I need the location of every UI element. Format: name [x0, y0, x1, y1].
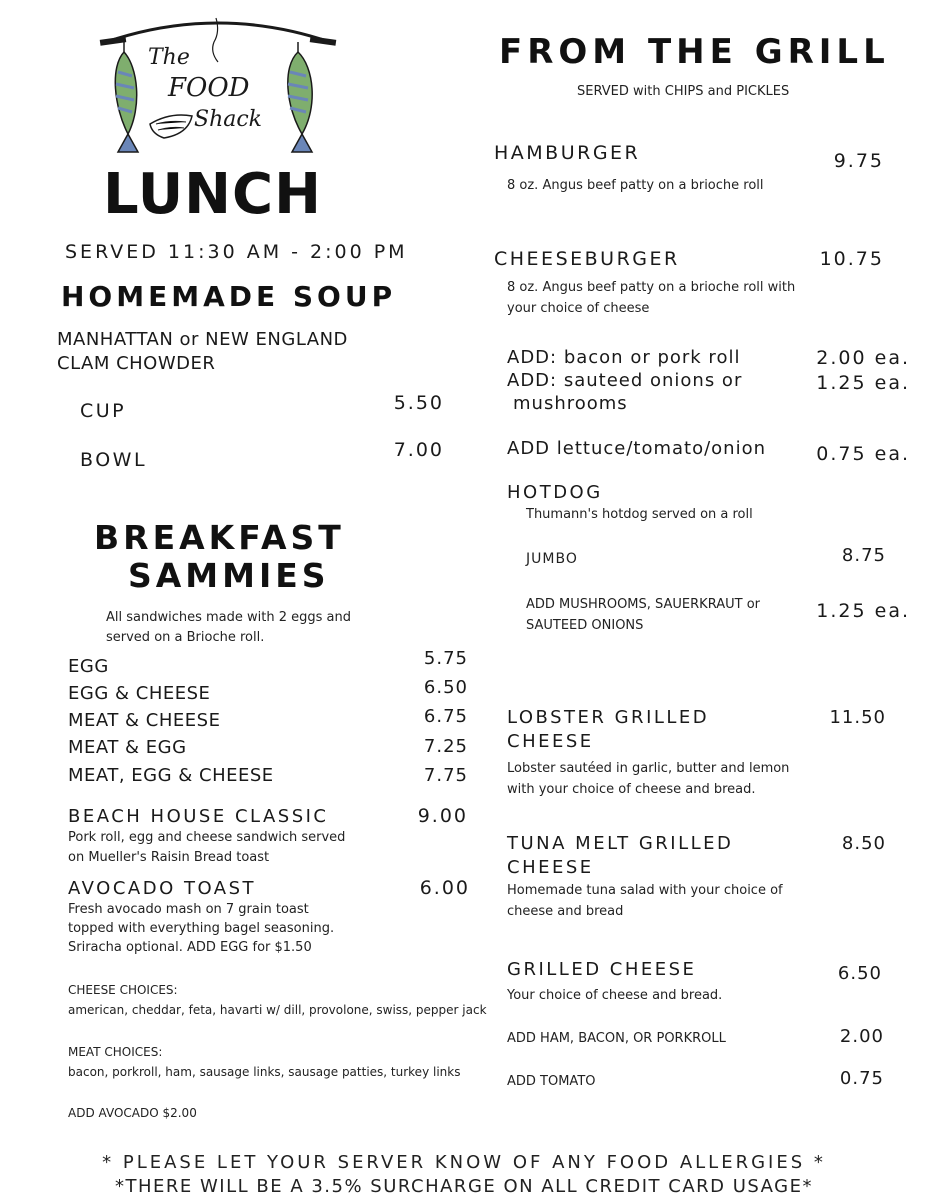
meat-choices-list: bacon, porkroll, ham, sausage links, sausage patties, turkey links	[68, 1065, 461, 1079]
fish-right-icon	[288, 42, 312, 152]
allergy-notice: * PLEASE LET YOUR SERVER KNOW OF ANY FOOD ALLERGIES *	[102, 1152, 826, 1173]
lobster-label-line1: LOBSTER GRILLED	[507, 707, 710, 728]
cheeseburger-label: CHEESEBURGER	[494, 248, 680, 270]
soup-cup-price: 5.50	[393, 392, 444, 414]
bf-meat-egg-price: 7.25	[423, 736, 468, 757]
add-bacon-price: 2.00 ea.	[816, 347, 910, 369]
soup-bowl-price: 7.00	[393, 439, 444, 461]
logo-line2: FOOD	[168, 73, 250, 103]
lobster-desc-line1: Lobster sautéed in garlic, butter and lemon	[507, 761, 790, 776]
breakfast-desc-line2: served on a Brioche roll.	[106, 630, 265, 645]
cheeseburger-price: 10.75	[819, 248, 884, 270]
from-the-grill-title: FROM THE GRILL	[499, 32, 890, 72]
hamburger-label: HAMBURGER	[494, 142, 641, 164]
fish-left-icon	[115, 42, 138, 152]
breakfast-title-line2: SAMMIES	[128, 556, 330, 595]
hotdog-jumbo-price: 8.75	[841, 545, 886, 566]
grilled-cheese-desc: Your choice of cheese and bread.	[507, 988, 723, 1003]
soup-cup-label: CUP	[80, 400, 127, 422]
hotdog-desc: Thumann's hotdog served on a roll	[526, 507, 753, 522]
cheeseburger-desc-line2: your choice of cheese	[507, 301, 650, 316]
logo-line1: The	[148, 45, 190, 70]
grill-subtitle: SERVED with CHIPS and PICKLES	[577, 84, 790, 99]
tuna-desc-line1: Homemade tuna salad with your choice of	[507, 883, 783, 898]
bf-meat-egg-label: MEAT & EGG	[68, 737, 187, 758]
meat-choices-title: MEAT CHOICES:	[68, 1045, 163, 1059]
cheeseburger-desc-line1: 8 oz. Angus beef patty on a brioche roll with	[507, 280, 796, 295]
food-shack-logo	[98, 12, 338, 162]
soup-name-line1: MANHATTAN or NEW ENGLAND	[57, 329, 348, 350]
add-ham-price: 2.00	[839, 1026, 884, 1047]
avocado-desc-line3: Sriracha optional. ADD EGG for $1.50	[68, 940, 312, 955]
cheese-choices-title: CHEESE CHOICES:	[68, 983, 178, 997]
surcharge-notice: *THERE WILL BE A 3.5% SURCHARGE ON ALL CREDIT CARD USAGE*	[114, 1176, 813, 1197]
lobster-label-line2: CHEESE	[507, 731, 594, 752]
shell-icon	[150, 115, 192, 138]
homemade-soup-title: HOMEMADE SOUP	[61, 280, 397, 313]
tuna-label-line2: CHEESE	[507, 857, 594, 878]
lunch-title: LUNCH	[103, 162, 322, 227]
add-onions-label-line2: mushrooms	[513, 393, 628, 414]
bf-meat-egg-cheese-label: MEAT, EGG & CHEESE	[68, 765, 274, 786]
soup-bowl-label: BOWL	[80, 449, 148, 471]
hotdog-add-line1: ADD MUSHROOMS, SAUERKRAUT or	[526, 597, 760, 612]
hotdog-add-line2: SAUTEED ONIONS	[526, 618, 644, 633]
add-lto-label: ADD lettuce/tomato/onion	[507, 438, 767, 459]
avocado-toast-label: AVOCADO TOAST	[68, 878, 257, 899]
add-avocado: ADD AVOCADO $2.00	[68, 1106, 197, 1120]
beach-house-price: 9.00	[417, 805, 468, 827]
bf-egg-label: EGG	[68, 656, 109, 677]
hamburger-desc: 8 oz. Angus beef patty on a brioche roll	[507, 178, 764, 193]
breakfast-desc-line1: All sandwiches made with 2 eggs and	[106, 610, 352, 625]
add-lto-price: 0.75 ea.	[816, 443, 910, 465]
lobster-desc-line2: with your choice of cheese and bread.	[507, 782, 756, 797]
grilled-cheese-label: GRILLED CHEESE	[507, 959, 697, 980]
add-tomato-price: 0.75	[839, 1068, 884, 1089]
lobster-price: 11.50	[829, 707, 886, 728]
served-hours: SERVED 11:30 AM - 2:00 PM	[65, 241, 408, 263]
beach-house-desc-line1: Pork roll, egg and cheese sandwich served	[68, 830, 346, 845]
hotdog-add-price: 1.25 ea.	[816, 600, 910, 622]
bf-meat-cheese-price: 6.75	[423, 706, 468, 727]
add-tomato-label: ADD TOMATO	[507, 1074, 596, 1089]
add-onions-label-line1: ADD: sauteed onions or	[507, 370, 743, 391]
add-bacon-label: ADD: bacon or pork roll	[507, 347, 741, 368]
bf-meat-egg-cheese-price: 7.75	[423, 765, 468, 786]
logo-line3: Shack	[194, 107, 263, 132]
hotdog-label: HOTDOG	[507, 482, 603, 503]
soup-name-line2: CLAM CHOWDER	[57, 353, 216, 374]
tuna-label-line1: TUNA MELT GRILLED	[507, 833, 734, 854]
bf-egg-price: 5.75	[423, 648, 468, 669]
beach-house-desc-line2: on Mueller's Raisin Bread toast	[68, 850, 270, 865]
add-ham-label: ADD HAM, BACON, OR PORKROLL	[507, 1031, 726, 1046]
bf-meat-cheese-label: MEAT & CHEESE	[68, 710, 221, 731]
bf-egg-cheese-label: EGG & CHEESE	[68, 683, 211, 704]
hotdog-jumbo-label: JUMBO	[526, 551, 578, 567]
grilled-cheese-price: 6.50	[837, 963, 882, 984]
add-onions-price: 1.25 ea.	[816, 372, 910, 394]
hamburger-price: 9.75	[833, 150, 884, 172]
cheese-choices-list: american, cheddar, feta, havarti w/ dill, provolone, swiss, pepper jack	[68, 1003, 487, 1017]
beach-house-label: BEACH HOUSE CLASSIC	[68, 806, 329, 827]
tuna-price: 8.50	[841, 833, 886, 854]
bf-egg-cheese-price: 6.50	[423, 677, 468, 698]
avocado-desc-line1: Fresh avocado mash on 7 grain toast	[68, 902, 309, 917]
avocado-toast-price: 6.00	[419, 877, 470, 899]
tuna-desc-line2: cheese and bread	[507, 904, 624, 919]
avocado-desc-line2: topped with everything bagel seasoning.	[68, 921, 335, 936]
breakfast-title-line1: BREAKFAST	[94, 518, 345, 557]
